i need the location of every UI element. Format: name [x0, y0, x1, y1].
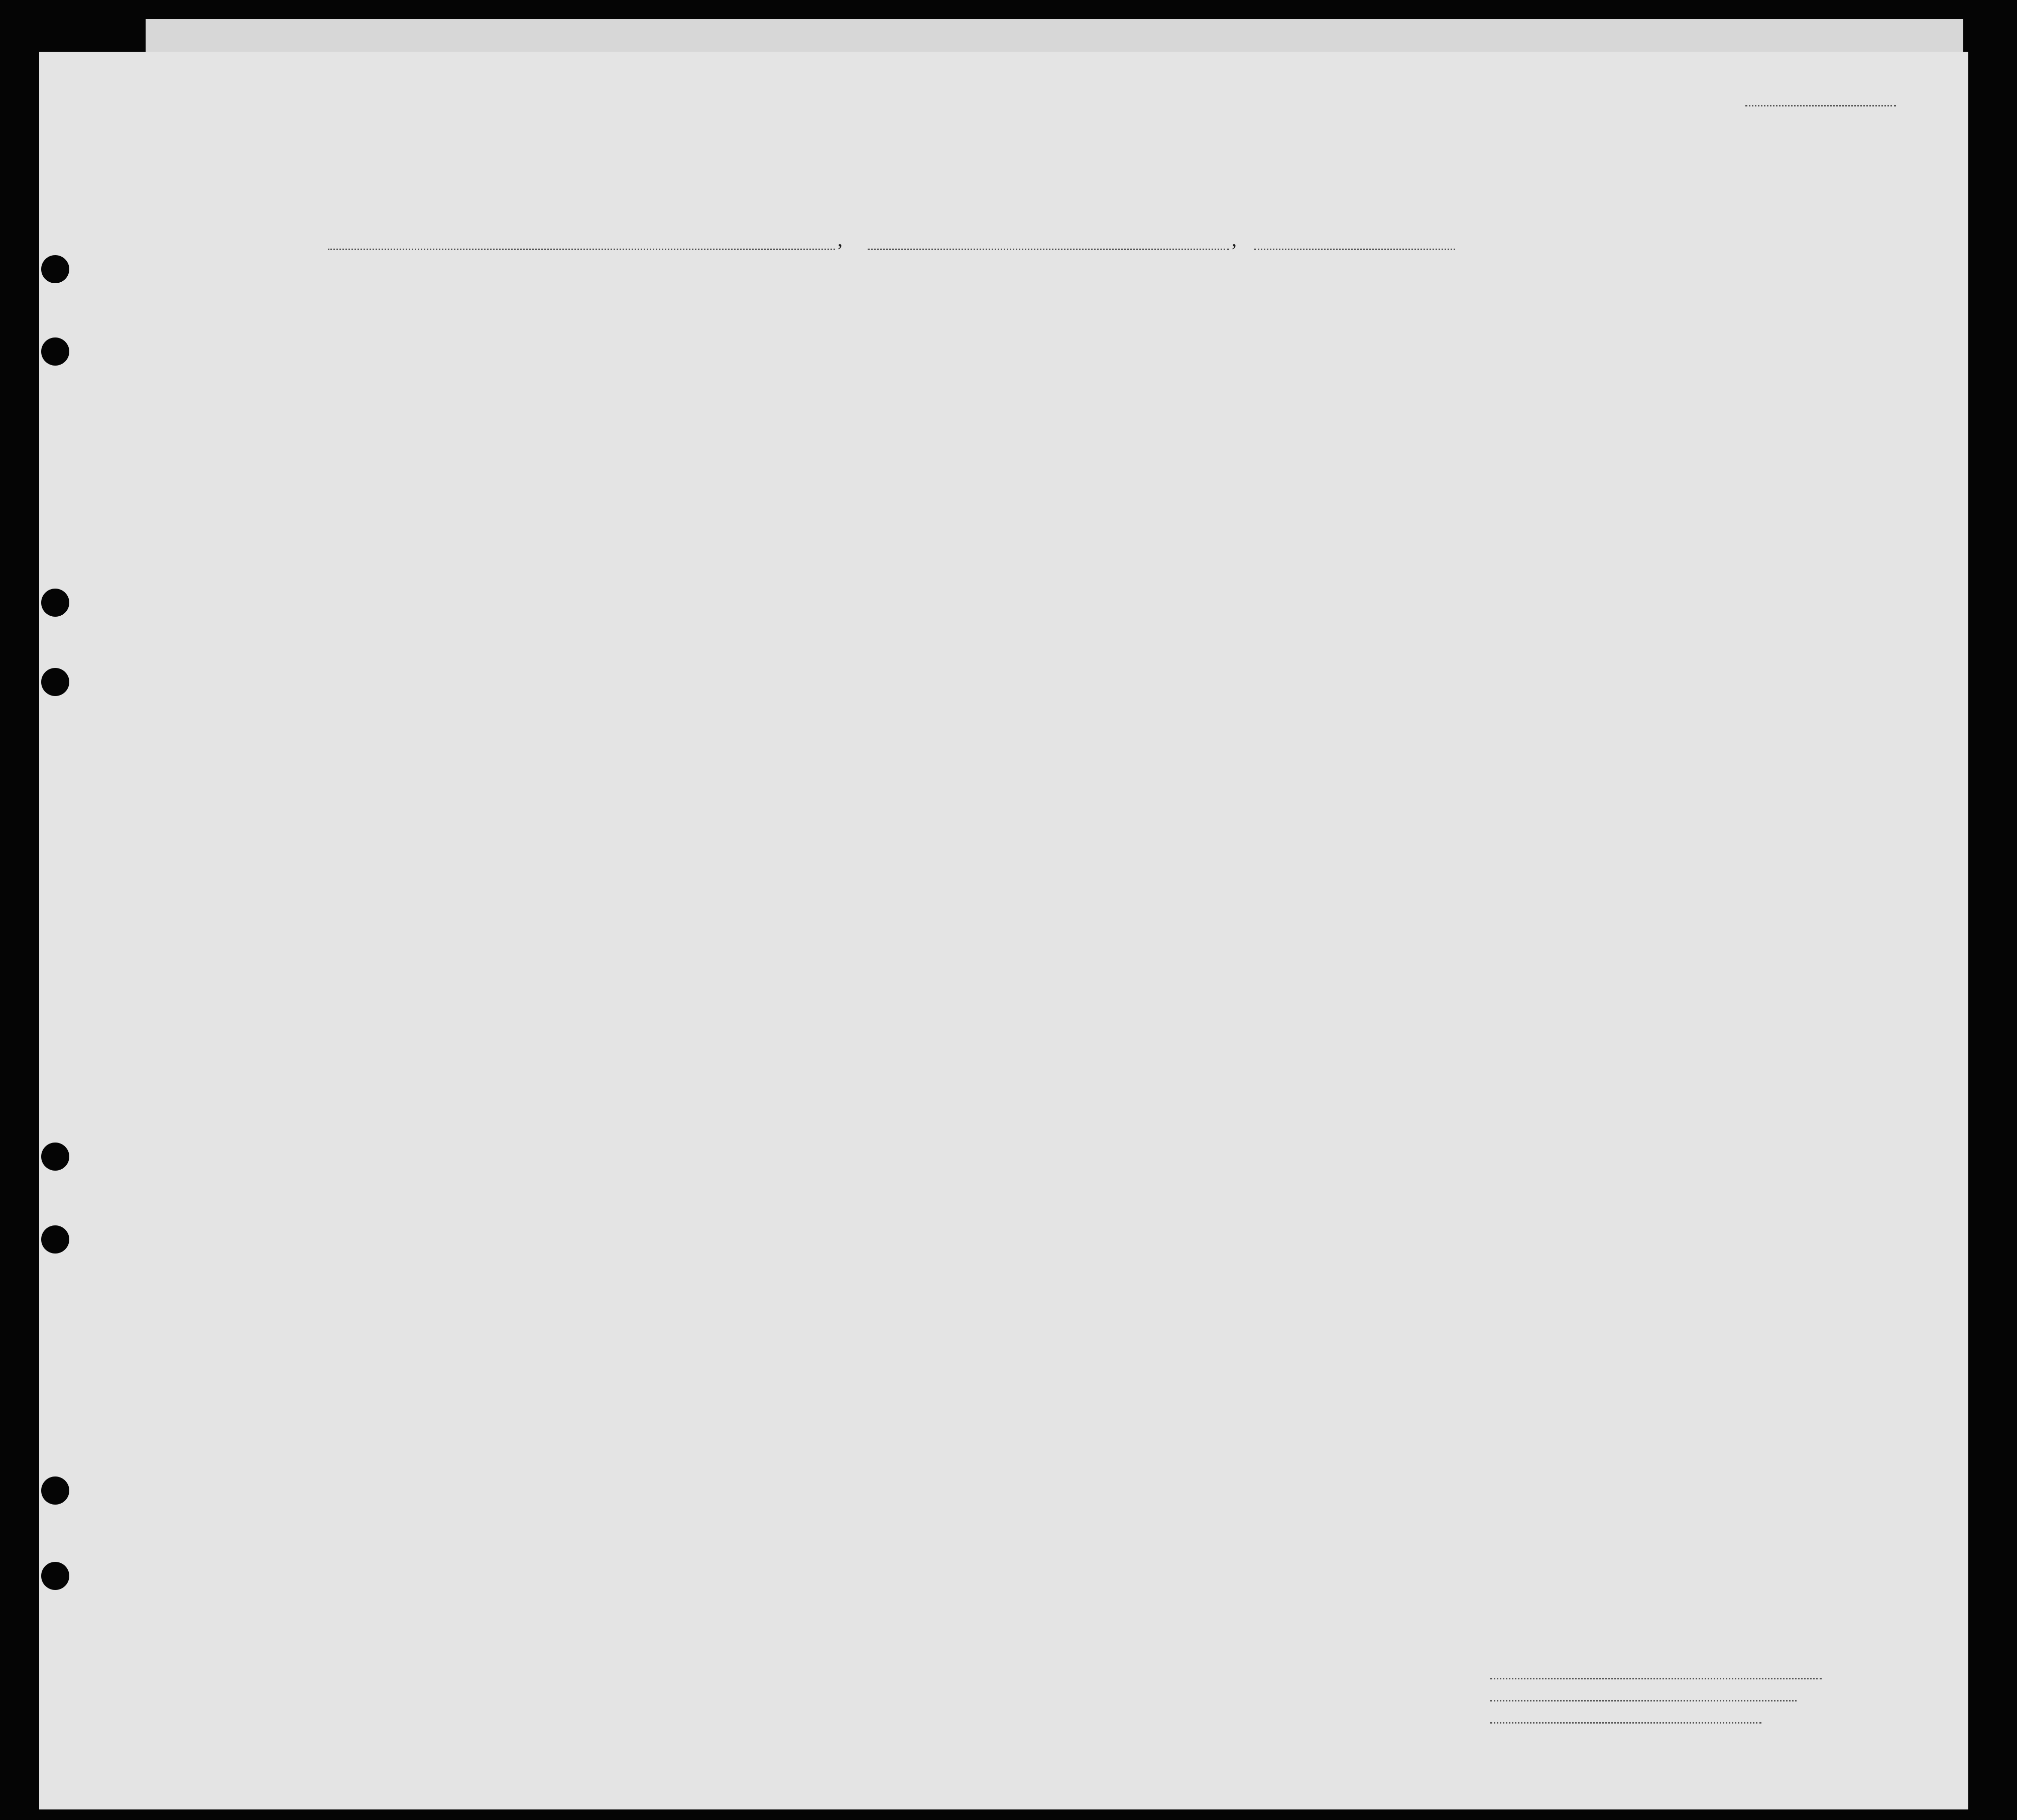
- year-underline: [1254, 249, 1455, 250]
- comma-2: ,: [1232, 228, 1237, 251]
- binder-hole: [41, 589, 69, 617]
- binder-hole: [41, 337, 69, 366]
- comma-1: ,: [838, 228, 843, 251]
- manifest-sheet: [39, 52, 1968, 1809]
- binder-hole: [41, 1143, 69, 1171]
- binder-hole: [41, 255, 69, 283]
- list-label: [1745, 88, 1896, 112]
- footer-owners: [1490, 1691, 1797, 1705]
- binder-hole: [41, 1562, 69, 1590]
- footer-local-agents: [1490, 1713, 1761, 1727]
- binder-hole: [41, 1476, 69, 1505]
- footer-line: [1490, 1669, 1822, 1683]
- binder-hole: [41, 1225, 69, 1254]
- date-underline: [868, 249, 1229, 250]
- binder-hole: [41, 668, 69, 696]
- port-underline: [328, 249, 835, 250]
- table-grid: [39, 52, 1968, 1809]
